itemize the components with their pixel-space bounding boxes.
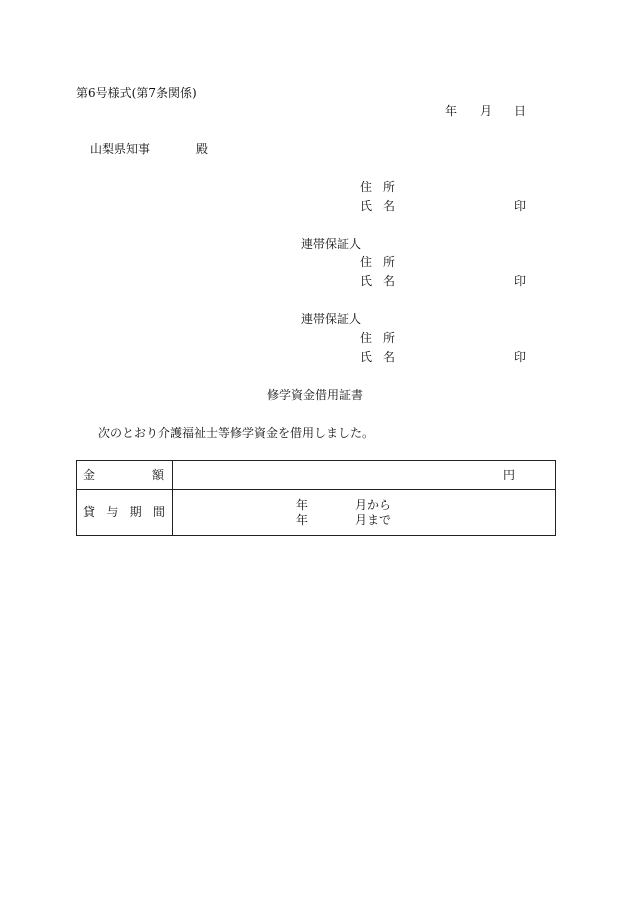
date-day-label: 日 — [514, 104, 527, 118]
period-label — [83, 505, 165, 519]
guarantor-1-name-label-2: 名 — [383, 274, 396, 288]
period-from-year: 年 — [296, 498, 309, 512]
applicant-address-label-2: 所 — [383, 180, 396, 194]
period-label-char-2: 与 — [106, 505, 119, 519]
addressee-name: 山梨県知事 — [90, 142, 151, 156]
guarantor-2-name-label-1: 氏 — [360, 350, 373, 364]
period-from-month: 月から — [355, 498, 392, 512]
applicant-seal-label: 印 — [514, 199, 527, 213]
form-number: 第6号様式(第7条関係) — [76, 86, 197, 100]
document-title: 修学資金借用証書 — [267, 388, 364, 402]
guarantor-2-address-label-2: 所 — [383, 331, 396, 345]
date-month-label: 月 — [480, 104, 493, 118]
period-label-char-3: 期 — [129, 505, 142, 519]
guarantor-1-seal-label: 印 — [514, 274, 527, 288]
amount-unit: 円 — [503, 468, 516, 482]
guarantor-1-name-label-1: 氏 — [360, 274, 373, 288]
addressee-honorific: 殿 — [196, 142, 209, 156]
guarantor-2-address-label-1: 住 — [360, 331, 373, 345]
guarantor-1-address-label-1: 住 — [360, 255, 373, 269]
table-row-divider — [77, 489, 555, 490]
applicant-name-label-2: 名 — [383, 199, 396, 213]
applicant-address-label-1: 住 — [360, 180, 373, 194]
date-year-label: 年 — [445, 104, 458, 118]
amount-label-1: 金 — [83, 468, 96, 482]
applicant-name-label-1: 氏 — [360, 199, 373, 213]
period-to-month: 月まで — [355, 513, 392, 527]
guarantor-1-title: 連帯保証人 — [301, 237, 362, 251]
amount-label-2: 額 — [152, 468, 165, 482]
period-label-char-1: 貸 — [83, 505, 96, 519]
guarantor-2-seal-label: 印 — [514, 350, 527, 364]
guarantor-1-address-label-2: 所 — [383, 255, 396, 269]
loan-details-table — [76, 460, 556, 536]
period-to-year: 年 — [296, 513, 309, 527]
statement-text: 次のとおり介護福祉士等修学資金を借用しました。 — [98, 426, 375, 440]
guarantor-2-title: 連帯保証人 — [301, 312, 362, 326]
guarantor-2-name-label-2: 名 — [383, 350, 396, 364]
period-label-char-4: 間 — [152, 505, 165, 519]
table-column-divider — [172, 461, 173, 535]
